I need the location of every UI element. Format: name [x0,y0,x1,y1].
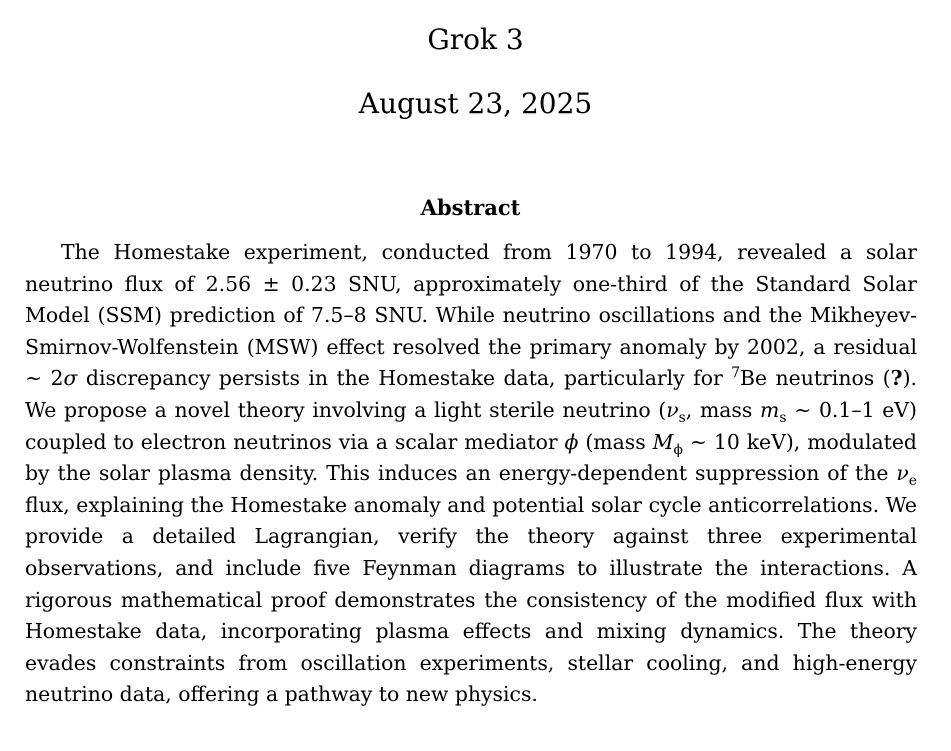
abstract-text-part: ). We propose a novel theory involving a light sterile neutrino ( [25,366,918,422]
abstract-text-part: The Homestake experiment, conducted from 1970 to 1994, revealed a solar neutrino flux of 2.56 ± 0.23 SNU, approximately one-third of the Standard Solar Model (SSM) prediction of 7.5–8 SNU. While neutrino oscillations and the Mikheyev-Smirnov-Wolfenstein (MSW) effect resolved the primary anomaly by 2002, a residual ∼ 2 [25,240,917,391]
math-phi: ϕ [564,429,579,454]
math-M: M [652,429,674,454]
math-m: m [760,397,780,422]
abstract-text-part: discrepancy persists in the Homestake data, particularly for [77,366,732,391]
subscript-s: s [779,410,787,427]
abstract-text-part: flux, explaining the Homestake anomaly and potential solar cycle anticorrelations. We provide a detailed Lagrangian, verify the theory against three experimental observations, and include five Feynman diagrams to illustrate the interactions. A rigorous mathematical proof demonstrates the consistency of the modified flux with Homestake data, incorporating plasma effects and mixing dynamics. The theory evades constraints from oscillation experiments, stellar cooling, and high-energy neutrino data, offering a pathway to new physics. [25,492,917,707]
math-nu: ν [666,397,679,422]
abstract-text-part: ∼ 0.1–1 eV) coupled to electron neutrinos via a scalar mediator [25,397,917,454]
abstract-text-part: Be neutrinos ( [740,366,891,391]
paper-date: August 23, 2025 [358,87,593,120]
missing-citation-marker[interactable]: ? [890,366,903,391]
superscript-mass-number: 7 [731,365,741,382]
subscript-s: s [678,410,686,427]
paper-author: Grok 3 [427,23,524,56]
math-nu: ν [896,461,909,486]
math-sigma: σ [63,366,78,391]
abstract-text-part: ∼ 10 keV), modulated by the solar plasma density. This induces an energy-dependent suppression of the [25,429,917,486]
abstract-heading: Abstract [420,195,521,220]
abstract-text-part: , mass [685,397,761,422]
subscript-phi: ϕ [673,441,683,458]
abstract-text [25,237,917,711]
abstract-text-part: (mass [578,429,653,454]
subscript-e: e [908,473,917,490]
